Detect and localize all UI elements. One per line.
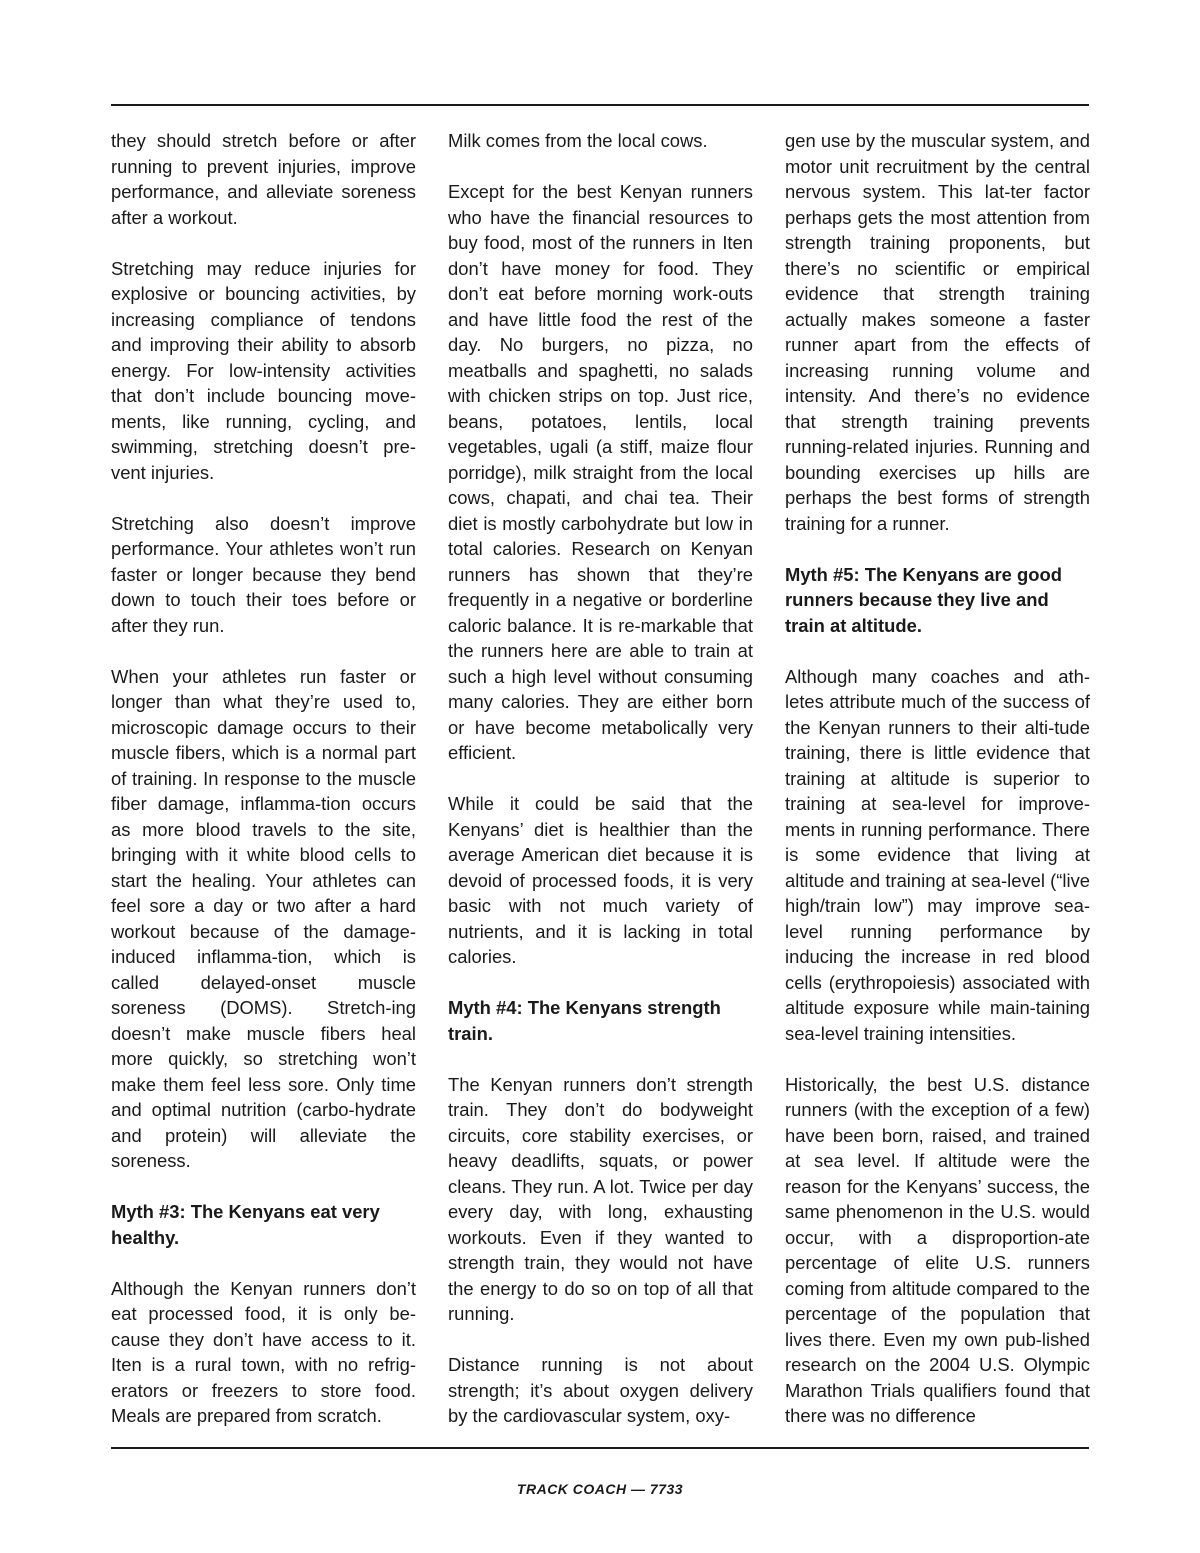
paragraph: Stretching also doesn’t improve performance. Your athletes won’t run faster or longer because they bend down to touch their toes before or after they run. <box>111 512 416 636</box>
paragraph: they should stretch before or after running to prevent injuries, improve performance, and alleviate soreness after a workout. <box>111 130 416 228</box>
column-2 <box>448 128 753 1454</box>
paragraph: Except for the best Kenyan runners who have the financial resources to buy food, most of the runners in Iten don’t have money for food. They don’t eat before morning work-outs and have little food the rest of the day. No burgers, no pizza, no meatballs and spaghetti, no salads with chicken strips on top. Just rice, beans, potatoes, lentils, local vegetables, ugali (a stiff, maize flour porridge), milk straight from the local cows, chapati, and chai tea. Their diet is mostly carbohydrate but low in total calories. Research on Kenyan runners has shown that they’re frequently in a negative or borderline caloric balance. It is re-markable that the runners here are able to train at such a high level without consuming many calories. They are either born or have become metabolically very efficient. <box>448 181 753 763</box>
column-3 <box>785 128 1090 1454</box>
section-heading: Myth #3: The Kenyans eat very healthy. <box>111 1201 380 1248</box>
paragraph: Distance running is not about strength; it’s about oxygen delivery by the cardiovascular system, oxy- <box>448 1354 753 1426</box>
paragraph: gen use by the muscular system, and motor unit recruitment by the central nervous system. This lat-ter factor perhaps gets the most attention from strength training proponents, but there’s no scientific or empirical evidence that strength training actually makes someone a faster runner apart from the effects of increasing running volume and intensity. And there’s no evidence that strength training prevents running-related injuries. Running and bounding exercises up hills are perhaps the best forms of strength training for a runner. <box>785 130 1090 534</box>
paragraph: Milk comes from the local cows. <box>448 130 708 151</box>
page-footer: TRACK COACH — 7733 <box>516 1481 684 1497</box>
paragraph: The Kenyan runners don’t strength train. They don’t do bodyweight circuits, core stability exercises, or heavy deadlifts, squats, or power cleans. They run. A lot. Twice per day every day, with long, exhausting workouts. Even if they wanted to strength train, they would not have the energy to do so on top of all that running. <box>448 1073 753 1324</box>
bottom-rule <box>111 1447 1089 1449</box>
paragraph: When your athletes run faster or longer than what they’re used to, microscopic damage occurs to their muscle fibers, which is a normal part of training. In response to the muscle fiber damage, inflamma-tion occurs as more blood travels to the site, bringing with it white blood cells to start the healing. Your athletes can feel sore a day or two after a hard workout because of the damage-induced inflamma-tion, which is called delayed-onset muscle soreness (DOMS). Stretch-ing doesn’t make muscle fibers heal more quickly, so stretching won’t make them feel less sore. Only time and optimal nutrition (carbo-hydrate and protein) will alleviate the soreness. <box>111 665 416 1171</box>
top-rule <box>111 104 1089 106</box>
column-1 <box>111 128 416 1454</box>
paragraph: Although many coaches and ath-letes attribute much of the success of the Kenyan runners to their alti-tude training, there is little evidence that training at altitude is superior to training at sea-level for improve-ments in running performance. There is some evidence that living at altitude and training at sea-level (“live high/train low”) may improve sea-level running performance by inducing the increase in red blood cells (erythropoiesis) associated with altitude exposure while main-taining sea-level training intensities. <box>785 665 1090 1044</box>
section-heading: Myth #4: The Kenyans strength train. <box>448 997 721 1044</box>
paragraph: Stretching may reduce injuries for explosive or bouncing activities, by increasing compliance of tendons and improving their ability to absorb energy. For low-intensity activities that don’t include bouncing move-ments, like running, cycling, and swimming, stretching doesn’t pre-vent injuries. <box>111 257 416 483</box>
paragraph: While it could be said that the Kenyans’ diet is healthier than the average American diet because it is devoid of processed foods, it is very basic with not much variety of nutrients, and it is lacking in total calories. <box>448 793 753 967</box>
section-heading: Myth #5: The Kenyans are good runners because they live and train at altitude. <box>785 563 1062 636</box>
paragraph: Although the Kenyan runners don’t eat processed food, it is only be-cause they don’t have access to it. Iten is a rural town, with no refrig-erators or freezers to store food. Meals are prepared from scratch. <box>111 1277 416 1426</box>
paragraph: Historically, the best U.S. distance runners (with the exception of a few) have been born, raised, and trained at sea level. If altitude were the reason for the Kenyans’ success, the same phenomenon in the U.S. would occur, with a disproportion-ate percentage of elite U.S. runners coming from altitude compared to the percentage of the population that lives there. Even my own pub-lished research on the 2004 U.S. Olympic Marathon Trials qualifiers found that there was no difference <box>785 1073 1090 1426</box>
